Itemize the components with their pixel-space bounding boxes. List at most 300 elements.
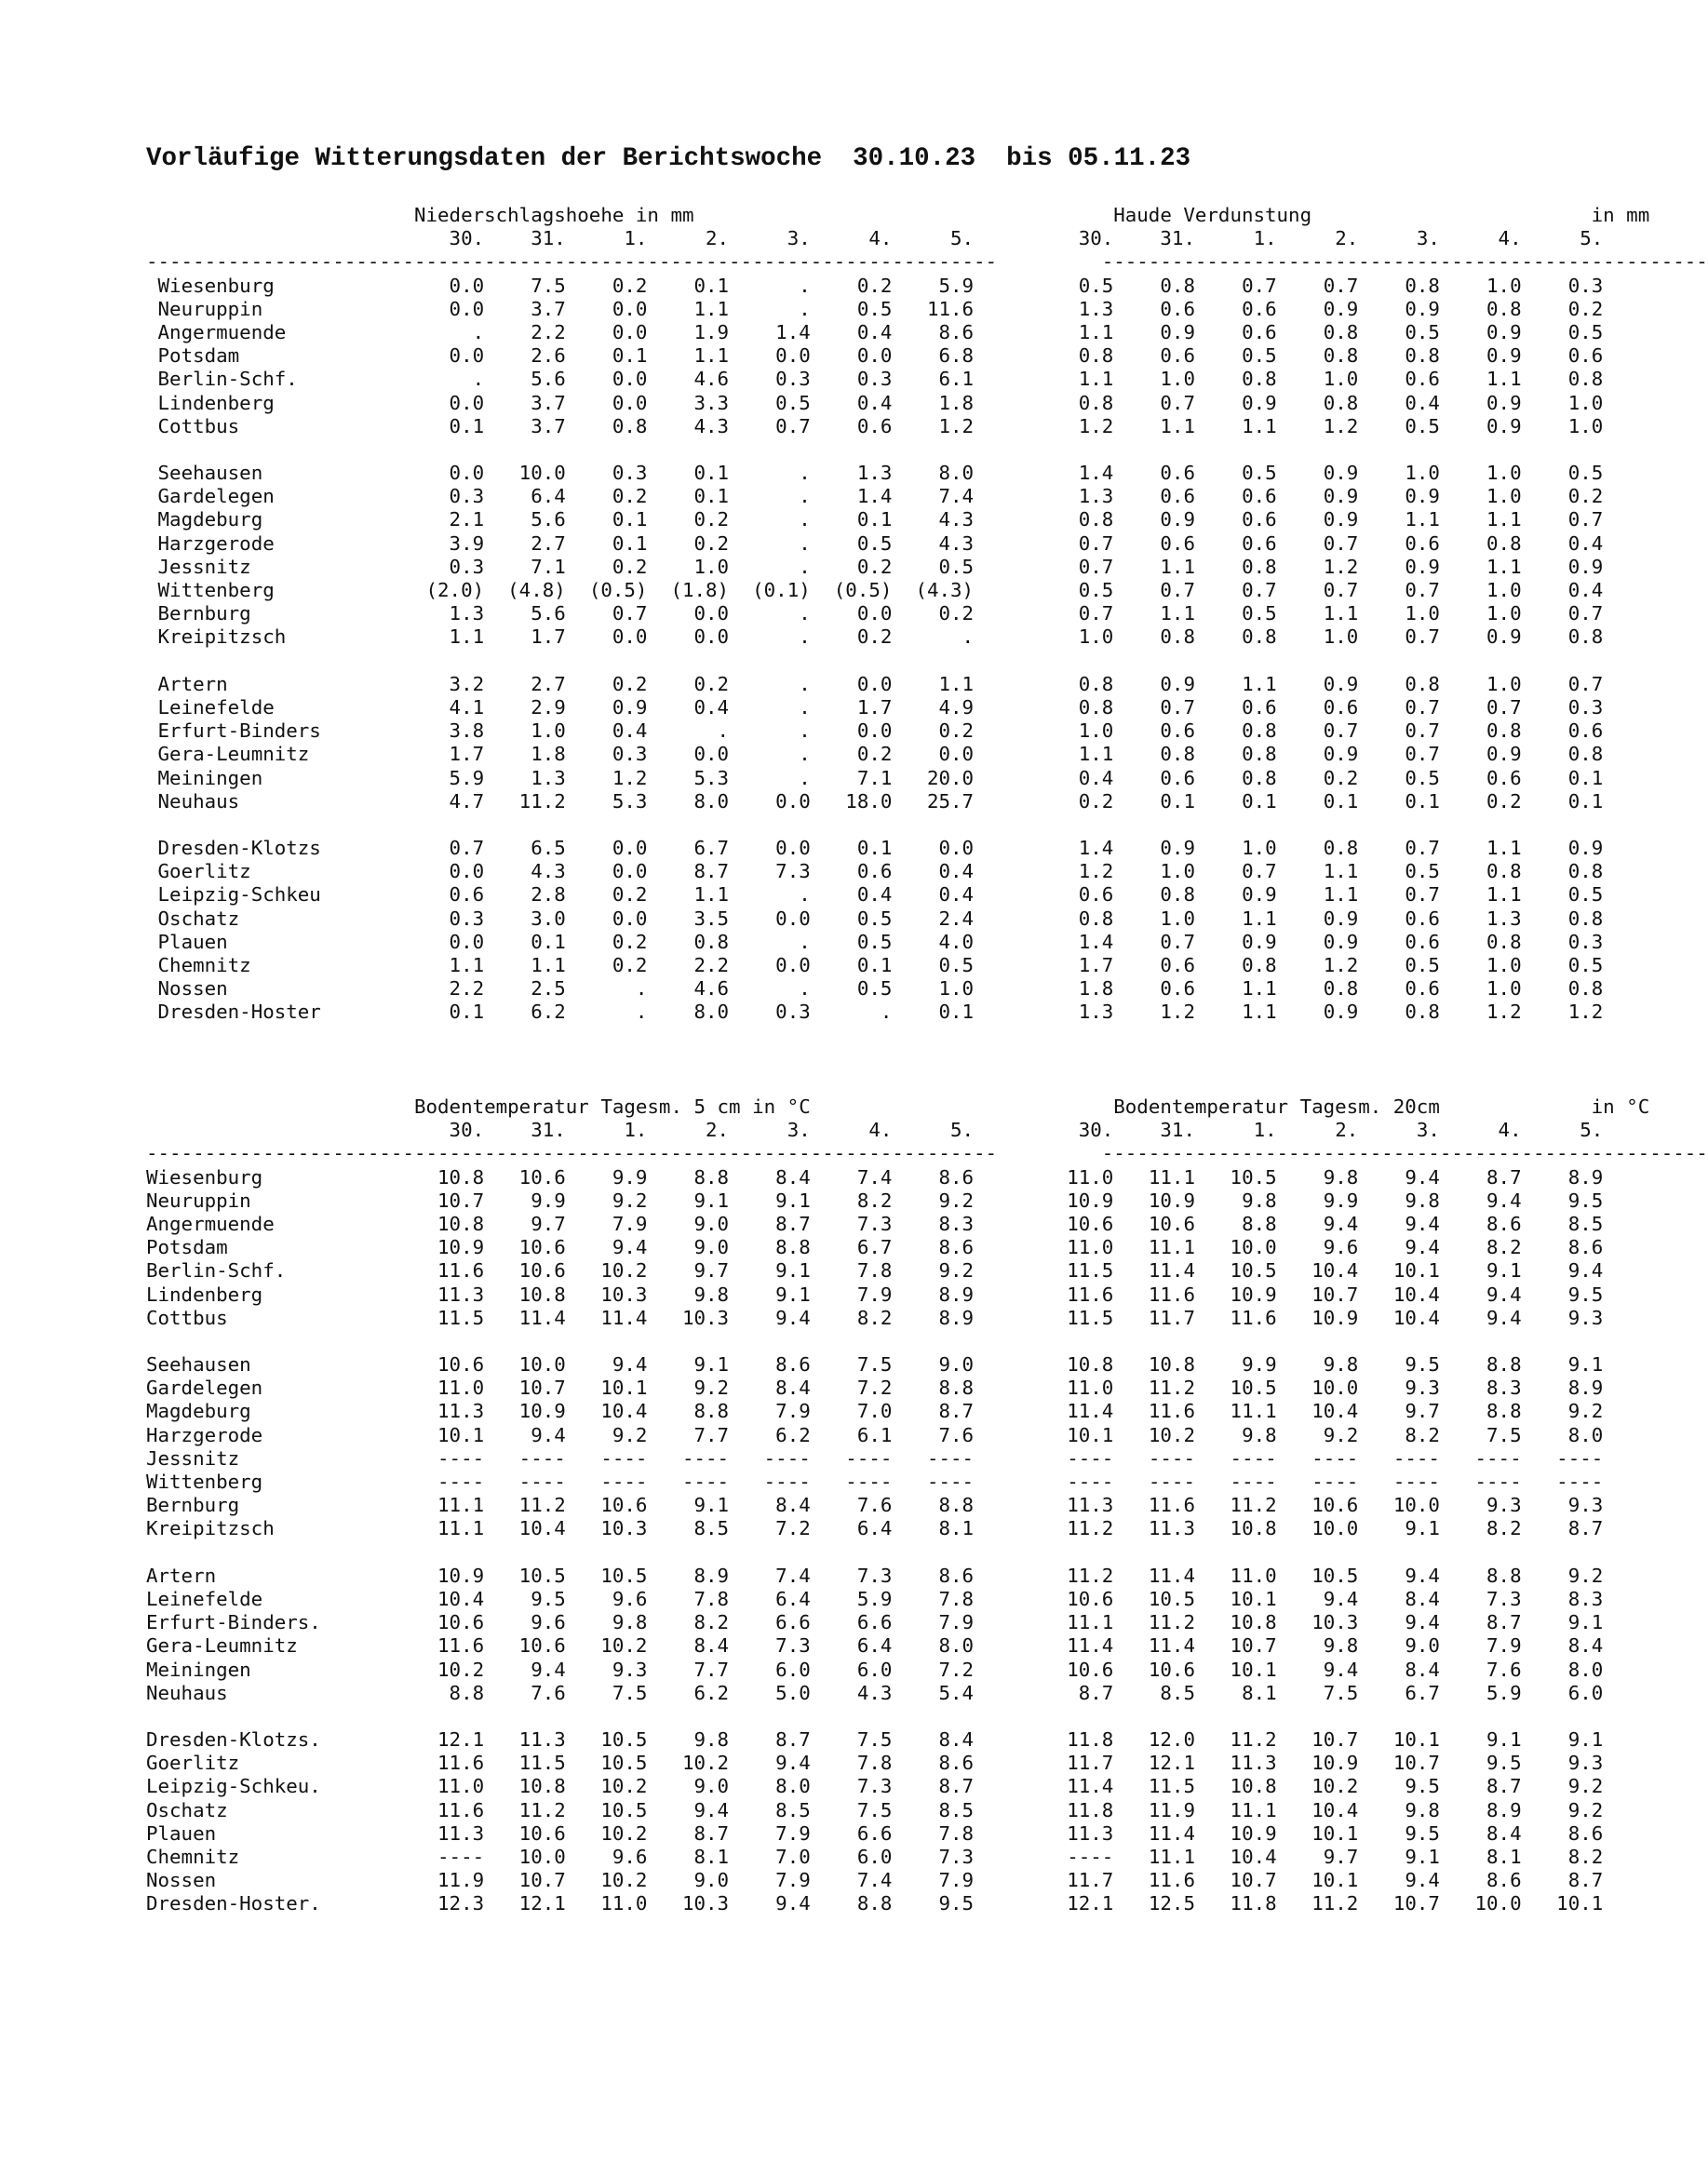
value-cell: 10.5 (565, 1564, 648, 1587)
value-cell: 11.2 (484, 1798, 566, 1821)
value-cell: 11.0 (1031, 1236, 1114, 1259)
value-cell: 0.1 (810, 837, 893, 860)
value-cell: 1.4 (1031, 462, 1114, 485)
value-cell: 0.7 (1276, 579, 1359, 601)
station-name: Gardelegen (157, 485, 403, 508)
value-cell: 0.7 (565, 602, 648, 625)
value-cell: 0.8 (1521, 977, 1604, 1001)
value-cell: 0.1 (647, 274, 730, 297)
value-cell: 7.0 (729, 1846, 811, 1868)
station-name: Jessnitz (157, 555, 403, 578)
value-cell: 9.1 (647, 1494, 730, 1517)
value-cell: 10.4 (484, 1517, 566, 1540)
value-cell: 0.5 (1358, 414, 1440, 437)
value-cell: 10.2 (1276, 1775, 1359, 1798)
value-cell: 10.4 (1358, 1283, 1440, 1306)
value-cell: 0.1 (810, 508, 893, 531)
value-cell: 1.9 (647, 320, 730, 343)
value-cell: 1.1 (647, 344, 730, 368)
value-cell: 11.6 (1031, 1283, 1114, 1306)
value-cell: 9.2 (892, 1189, 975, 1212)
table-row (146, 1822, 1708, 1846)
value-cell: 0.7 (1031, 555, 1114, 578)
value-cell: 0.3 (565, 462, 648, 485)
value-cell: 7.7 (647, 1658, 730, 1681)
value-cell: 0.8 (1439, 719, 1522, 743)
value-cell: 10.9 (1194, 1821, 1277, 1845)
value-cell: 10.6 (1113, 1658, 1195, 1681)
value-cell: 7.9 (565, 1212, 648, 1235)
value-cell: 8.5 (1113, 1681, 1195, 1704)
station-name: Potsdam (157, 344, 403, 368)
value-cell: 0.6 (1113, 297, 1195, 320)
value-cell: 0.0 (402, 344, 485, 368)
table-row (146, 1775, 1708, 1798)
value-cell: 0.6 (1358, 531, 1440, 555)
value-cell: 8.0 (892, 462, 975, 485)
value-cell: 7.1 (484, 555, 566, 578)
value-cell: 7.4 (810, 1165, 893, 1189)
value-cell: 1.1 (1194, 1001, 1277, 1024)
value-cell: 0.0 (565, 837, 648, 860)
value-cell: 8.6 (1439, 1869, 1522, 1892)
value-cell: 7.3 (810, 1775, 893, 1798)
value-cell: 0.4 (810, 320, 893, 343)
value-cell: 0.2 (565, 954, 648, 976)
value-cell: 8.7 (729, 1212, 811, 1235)
value-cell: 11.7 (1031, 1869, 1114, 1892)
value-cell: 9.1 (1521, 1728, 1604, 1752)
day-header: 2. (1276, 1119, 1359, 1142)
value-cell: 0.0 (402, 462, 485, 485)
value-cell: 10.1 (402, 1423, 485, 1446)
value-cell: 8.9 (892, 1306, 975, 1329)
value-cell: 1.3 (402, 602, 485, 625)
table-row (146, 719, 1708, 743)
value-cell: . (729, 462, 811, 485)
value-cell: 9.9 (1276, 1189, 1359, 1212)
value-cell: 1.1 (1194, 907, 1277, 930)
value-cell: 0.8 (647, 930, 730, 953)
value-cell: 10.0 (1276, 1517, 1359, 1540)
value-cell: 8.8 (647, 1165, 730, 1189)
value-cell: 1.1 (484, 954, 566, 976)
value-cell: ---- (1194, 1446, 1277, 1470)
value-cell: 0.8 (1358, 1001, 1440, 1024)
value-cell: 0.7 (1358, 883, 1440, 907)
value-cell: 9.4 (1276, 1212, 1359, 1235)
value-cell: 0.0 (402, 860, 485, 883)
value-cell: 8.5 (647, 1517, 730, 1540)
value-cell: 10.7 (484, 1869, 566, 1892)
value-cell: 10.4 (1276, 1400, 1359, 1423)
value-cell: 11.1 (1031, 1611, 1114, 1634)
table-row (146, 1189, 1708, 1213)
value-cell: 0.1 (647, 485, 730, 508)
value-cell: 0.8 (1194, 625, 1277, 649)
table-row (146, 1799, 1708, 1822)
value-cell: 11.8 (1031, 1798, 1114, 1821)
value-cell: 0.3 (402, 555, 485, 578)
value-cell: 0.7 (1031, 531, 1114, 555)
value-cell: 8.2 (810, 1189, 893, 1212)
value-cell: ---- (1113, 1471, 1195, 1493)
value-cell: 6.1 (892, 368, 975, 391)
value-cell: 2.7 (484, 672, 566, 695)
value-cell: 9.1 (1521, 1353, 1604, 1377)
station-name: Potsdam (146, 1236, 403, 1259)
value-cell: 1.3 (810, 462, 893, 485)
value-cell: 0.7 (1031, 602, 1114, 625)
value-cell: 0.0 (729, 344, 811, 368)
value-cell: 1.1 (1358, 508, 1440, 531)
value-cell: 1.0 (1113, 368, 1195, 391)
value-cell: 0.5 (810, 297, 893, 320)
value-cell: 0.0 (810, 344, 893, 368)
value-cell: 9.4 (729, 1306, 811, 1329)
value-cell: 7.3 (1439, 1587, 1522, 1610)
day-header: 31. (1113, 227, 1195, 250)
left-table-unit: in °C (752, 1095, 811, 1118)
value-cell: 10.9 (1031, 1189, 1114, 1212)
value-cell: 10.8 (1194, 1517, 1277, 1540)
value-cell: 0.0 (402, 297, 485, 320)
value-cell: 11.4 (1031, 1775, 1114, 1798)
value-cell: 8.4 (729, 1494, 811, 1517)
day-header: 3. (1358, 1119, 1440, 1142)
value-cell: 0.5 (1194, 344, 1277, 368)
value-cell: 1.1 (1113, 414, 1195, 437)
value-cell: 0.0 (565, 625, 648, 649)
value-cell: 0.6 (1113, 766, 1195, 789)
value-cell: 9.1 (647, 1353, 730, 1377)
left-table-title: Bodentemperatur Tagesm. 5 cm (413, 1095, 741, 1118)
value-cell: 0.0 (402, 930, 485, 953)
value-cell: 0.9 (1439, 320, 1522, 343)
value-cell: 10.8 (484, 1283, 566, 1306)
table-row (146, 1611, 1708, 1634)
station-name: Neuruppin (157, 297, 403, 320)
value-cell: 6.7 (647, 837, 730, 860)
value-cell: 4.9 (892, 695, 975, 719)
value-cell: 9.1 (729, 1259, 811, 1283)
value-cell: 10.9 (402, 1564, 485, 1587)
value-cell: 10.0 (1439, 1892, 1522, 1915)
value-cell: 10.6 (484, 1634, 566, 1658)
value-cell: 10.7 (1276, 1728, 1359, 1752)
day-header: 3. (1358, 227, 1440, 250)
value-cell: 9.5 (1521, 1189, 1604, 1212)
value-cell: 8.0 (647, 789, 730, 813)
value-cell: 0.8 (1439, 930, 1522, 953)
value-cell: 1.2 (1521, 1001, 1604, 1024)
value-cell: 0.4 (1031, 766, 1114, 789)
value-cell: 10.8 (1031, 1353, 1114, 1377)
value-cell: 0.0 (565, 860, 648, 883)
value-cell: 8.2 (1521, 1846, 1604, 1868)
value-cell: . (729, 766, 811, 789)
value-cell: 1.0 (1276, 625, 1359, 649)
value-cell: . (729, 297, 811, 320)
value-cell: 0.3 (402, 907, 485, 930)
value-cell: 1.2 (1276, 414, 1359, 437)
value-cell: 10.8 (484, 1775, 566, 1798)
station-name: Harzgerode (157, 531, 403, 555)
value-cell: 0.2 (565, 485, 648, 508)
value-cell: 7.9 (810, 1283, 893, 1306)
value-cell: 10.4 (1358, 1306, 1440, 1329)
value-cell: 9.8 (1194, 1189, 1277, 1212)
station-name: Wiesenburg (146, 1165, 403, 1189)
value-cell: 5.9 (810, 1587, 893, 1610)
value-cell: 1.0 (1439, 602, 1522, 625)
value-cell: 10.1 (1194, 1587, 1277, 1610)
value-cell: 10.6 (484, 1165, 566, 1189)
value-cell: 6.7 (1358, 1681, 1440, 1704)
value-cell: 2.7 (484, 531, 566, 555)
value-cell: 0.2 (1031, 789, 1114, 813)
value-cell: 2.1 (402, 508, 485, 531)
value-cell: 0.1 (565, 531, 648, 555)
value-cell: 0.9 (1358, 555, 1440, 578)
station-name: Neuhaus (146, 1681, 403, 1704)
value-cell: 0.8 (1439, 860, 1522, 883)
value-cell: 10.0 (1194, 1236, 1277, 1259)
table-row (146, 392, 1708, 415)
value-cell: 9.4 (484, 1658, 566, 1681)
value-cell: 1.7 (402, 743, 485, 766)
value-cell: 0.2 (810, 274, 893, 297)
value-cell: 0.6 (1194, 531, 1277, 555)
station-name: Meiningen (157, 766, 403, 789)
day-header: 2. (647, 227, 730, 250)
value-cell: 4.3 (484, 860, 566, 883)
value-cell: 6.2 (647, 1681, 730, 1704)
value-cell: 0.5 (1521, 883, 1604, 907)
value-cell: 1.1 (1194, 672, 1277, 695)
value-cell: 1.1 (1031, 368, 1114, 391)
value-cell: 7.5 (484, 274, 566, 297)
value-cell: 0.5 (1521, 462, 1604, 485)
value-cell: 0.2 (565, 555, 648, 578)
day-header: 1. (1194, 227, 1277, 250)
value-cell: 9.0 (892, 1353, 975, 1377)
value-cell: 0.5 (810, 531, 893, 555)
value-cell: 10.2 (565, 1869, 648, 1892)
station-name: Erfurt-Binders (157, 719, 403, 743)
value-cell: 8.7 (1521, 1517, 1604, 1540)
table-row (146, 1892, 1708, 1915)
value-cell: 3.7 (484, 414, 566, 437)
value-cell: 9.2 (892, 1259, 975, 1283)
value-cell: 0.6 (1194, 485, 1277, 508)
value-cell: 11.3 (402, 1821, 485, 1845)
value-cell: . (729, 555, 811, 578)
value-cell: 9.5 (1521, 1283, 1604, 1306)
value-cell: 9.3 (565, 1658, 648, 1681)
value-cell: 0.1 (402, 1001, 485, 1024)
table-row (146, 1283, 1708, 1307)
value-cell: 1.0 (1439, 977, 1522, 1001)
value-cell: 1.3 (1031, 297, 1114, 320)
value-cell: 0.5 (1194, 462, 1277, 485)
station-name: Nossen (157, 977, 403, 1001)
value-cell: 9.4 (565, 1353, 648, 1377)
value-cell: 0.9 (1439, 625, 1522, 649)
value-cell: 11.2 (1113, 1611, 1195, 1634)
value-cell: 1.0 (1031, 719, 1114, 743)
value-cell: 9.4 (1358, 1611, 1440, 1634)
value-cell: 0.9 (1276, 672, 1359, 695)
value-cell: 10.7 (1194, 1869, 1277, 1892)
value-cell: 12.0 (1113, 1728, 1195, 1752)
value-cell: 6.6 (810, 1821, 893, 1845)
value-cell: 8.7 (1439, 1775, 1522, 1798)
value-cell: 9.4 (1439, 1306, 1522, 1329)
value-cell: 8.9 (647, 1564, 730, 1587)
value-cell: 10.4 (1276, 1259, 1359, 1283)
value-cell: 1.4 (1031, 930, 1114, 953)
day-header: 31. (484, 227, 566, 250)
value-cell: 8.1 (892, 1517, 975, 1540)
value-cell: . (729, 743, 811, 766)
value-cell: 10.5 (565, 1798, 648, 1821)
value-cell: 8.8 (810, 1892, 893, 1915)
value-cell: 7.2 (892, 1658, 975, 1681)
value-cell: 9.9 (1194, 1353, 1277, 1377)
value-cell: 8.0 (892, 1634, 975, 1658)
value-cell: 7.6 (892, 1423, 975, 1446)
value-cell: . (729, 719, 811, 743)
value-cell: 0.8 (1276, 344, 1359, 368)
station-name: Harzgerode (146, 1423, 403, 1446)
value-cell: 10.5 (484, 1564, 566, 1587)
value-cell: ---- (1194, 1471, 1277, 1493)
value-cell: 0.7 (1194, 274, 1277, 297)
value-cell: 10.0 (484, 462, 566, 485)
value-cell: 11.2 (1113, 1377, 1195, 1400)
value-cell: 4.6 (647, 977, 730, 1001)
value-cell: 3.2 (402, 672, 485, 695)
value-cell: 1.1 (647, 883, 730, 907)
value-cell: (1.8) (647, 579, 730, 601)
table-row (146, 1400, 1708, 1423)
value-cell: ---- (729, 1471, 811, 1493)
value-cell: 8.4 (1358, 1658, 1440, 1681)
station-name: Dresden-Hoster (157, 1001, 403, 1024)
value-cell: 6.0 (729, 1658, 811, 1681)
value-cell: 7.8 (810, 1259, 893, 1283)
divider: ---------------------------------------------------- (1101, 1142, 1708, 1165)
value-cell: 11.2 (1194, 1728, 1277, 1752)
value-cell: 11.6 (402, 1634, 485, 1658)
value-cell: 11.1 (402, 1494, 485, 1517)
table-row (146, 1424, 1708, 1447)
value-cell: 0.5 (1358, 860, 1440, 883)
value-cell: 0.2 (1521, 297, 1604, 320)
table-row (146, 1259, 1708, 1283)
value-cell: 11.5 (484, 1752, 566, 1775)
value-cell: 0.6 (1113, 462, 1195, 485)
value-cell: 9.4 (1358, 1564, 1440, 1587)
table-row (146, 1565, 1708, 1588)
station-name: Berlin-Schf. (157, 368, 403, 391)
value-cell: 8.6 (892, 1752, 975, 1775)
value-cell: 8.6 (729, 1353, 811, 1377)
value-cell: 0.8 (1276, 977, 1359, 1001)
value-cell: 0.8 (1031, 695, 1114, 719)
value-cell: (4.8) (484, 579, 566, 601)
value-cell: 7.9 (1439, 1634, 1522, 1658)
table-row (146, 1307, 1708, 1330)
value-cell: 2.2 (484, 320, 566, 343)
value-cell: (0.5) (810, 579, 893, 601)
value-cell: 3.0 (484, 907, 566, 930)
value-cell: (0.1) (729, 579, 811, 601)
value-cell: 0.4 (892, 860, 975, 883)
value-cell: 0.9 (1276, 462, 1359, 485)
value-cell: 8.4 (1439, 1821, 1522, 1845)
value-cell: 0.9 (1358, 297, 1440, 320)
value-cell: 0.0 (729, 907, 811, 930)
table-row (146, 368, 1708, 391)
value-cell: . (647, 719, 730, 743)
value-cell: 9.2 (1521, 1564, 1604, 1587)
station-name: Neuhaus (157, 789, 403, 813)
value-cell: 0.9 (1276, 907, 1359, 930)
value-cell: 4.0 (892, 930, 975, 953)
value-cell: 1.1 (402, 625, 485, 649)
value-cell: 10.6 (402, 1611, 485, 1634)
value-cell: 7.4 (892, 485, 975, 508)
value-cell: 8.4 (729, 1377, 811, 1400)
precipitation-evaporation-table (146, 204, 1708, 1025)
table-row (146, 673, 1708, 696)
value-cell: ---- (810, 1446, 893, 1470)
value-cell: 10.1 (1358, 1728, 1440, 1752)
value-cell: 7.2 (810, 1377, 893, 1400)
value-cell: 8.8 (729, 1236, 811, 1259)
value-cell: 0.0 (647, 602, 730, 625)
value-cell: 10.4 (1276, 1798, 1359, 1821)
day-header: 1. (1194, 1119, 1277, 1142)
value-cell: 1.2 (892, 414, 975, 437)
value-cell: 5.6 (484, 602, 566, 625)
station-name: Artern (146, 1564, 403, 1587)
value-cell: 0.7 (1358, 837, 1440, 860)
value-cell: 1.7 (484, 625, 566, 649)
station-name: Bernburg (157, 602, 403, 625)
value-cell: 9.3 (1521, 1306, 1604, 1329)
value-cell: 10.2 (565, 1634, 648, 1658)
value-cell: 9.5 (1358, 1821, 1440, 1845)
value-cell: 0.8 (1113, 883, 1195, 907)
value-cell: 8.6 (892, 320, 975, 343)
value-cell: 1.1 (647, 297, 730, 320)
value-cell: 0.8 (1194, 719, 1277, 743)
value-cell: 0.2 (565, 672, 648, 695)
station-name: Goerlitz (157, 860, 403, 883)
value-cell: 0.9 (1439, 344, 1522, 368)
value-cell: 0.1 (647, 462, 730, 485)
value-cell: 9.4 (1358, 1236, 1440, 1259)
value-cell: 0.8 (1194, 555, 1277, 578)
value-cell: 8.7 (1439, 1611, 1522, 1634)
value-cell: 10.6 (484, 1236, 566, 1259)
value-cell: 11.4 (1113, 1821, 1195, 1845)
value-cell: 0.8 (1031, 344, 1114, 368)
value-cell: 0.9 (1276, 1001, 1359, 1024)
